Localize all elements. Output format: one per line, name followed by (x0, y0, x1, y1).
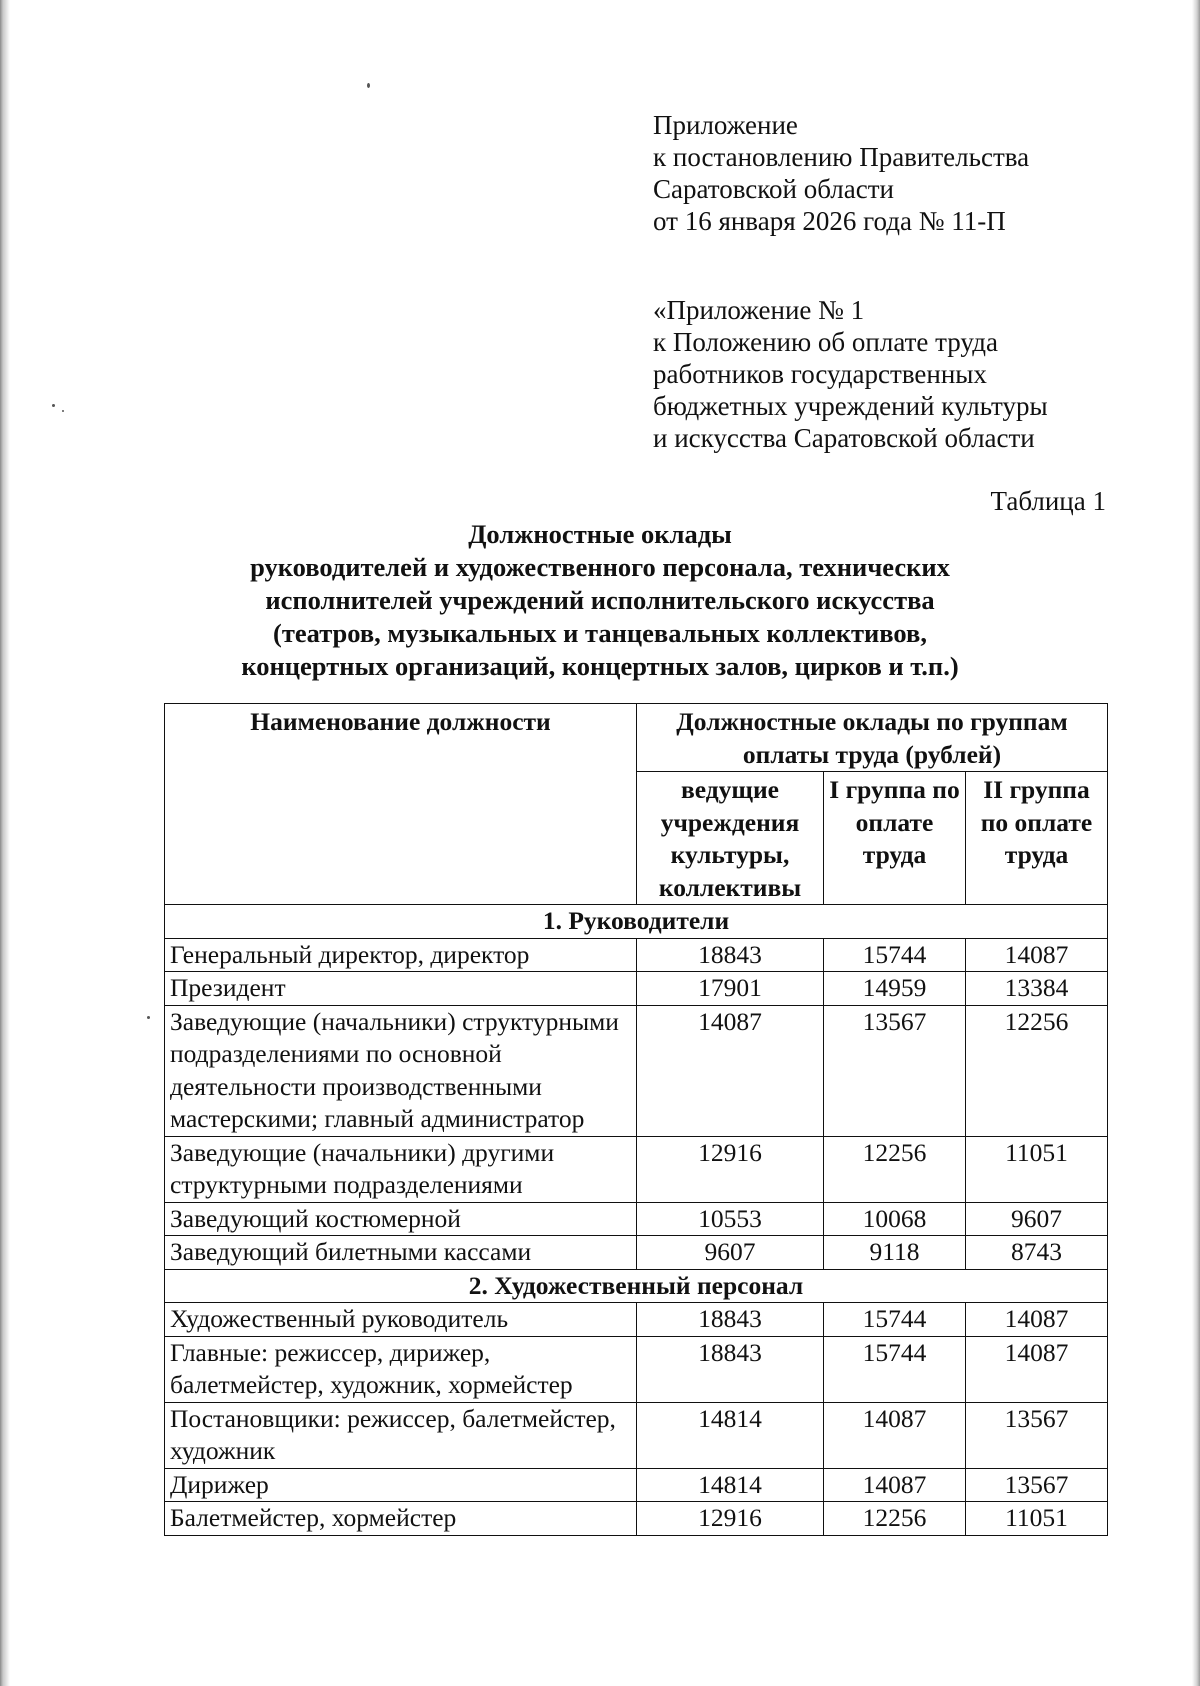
title-line: концертных организаций, концертных залов, цирков и т.п.) (241, 651, 959, 681)
group-1-salary-cell: 10068 (824, 1202, 966, 1236)
appendix-line: к Положению об оплате труда (653, 327, 998, 357)
appendix-line: работников государственных (653, 359, 987, 389)
group-2-salary-cell: 11051 (966, 1502, 1108, 1536)
group-2-salary-cell: 9607 (966, 1202, 1108, 1236)
group-2-salary-cell: 14087 (966, 1303, 1108, 1337)
group-2-salary-cell: 8743 (966, 1236, 1108, 1270)
title-line: Должностные оклады (468, 519, 732, 549)
title-line: (театров, музыкальных и танцевальных коллективов, (273, 618, 927, 648)
appendix-line: бюджетных учреждений культуры (653, 391, 1048, 421)
approval-line: Саратовской области (653, 174, 894, 204)
group-2-salary-cell: 13567 (966, 1402, 1108, 1468)
appendix-block (653, 294, 1123, 454)
lead-salary-cell: 14814 (637, 1402, 824, 1468)
group-1-salary-cell: 14959 (824, 972, 966, 1006)
section-row (165, 1269, 1108, 1303)
group-2-salary-cell: 13384 (966, 972, 1108, 1006)
table-row (165, 1303, 1108, 1337)
section-title: 2. Художественный персонал (165, 1269, 1108, 1303)
position-name-cell: Дирижер (165, 1468, 637, 1502)
scan-speck (62, 410, 64, 412)
lead-salary-cell: 12916 (637, 1502, 824, 1536)
document-title (150, 518, 1050, 683)
lead-salary-cell: 14087 (637, 1005, 824, 1136)
appendix-line: «Приложение № 1 (653, 295, 865, 325)
group-1-salary-cell: 15744 (824, 1303, 966, 1337)
lead-institutions-header: ведущие учреждения культуры, коллективы (637, 772, 824, 905)
title-line: исполнителей учреждений исполнительского искусства (265, 585, 935, 615)
table-row (165, 1402, 1108, 1468)
table-label: Таблица 1 (990, 486, 1106, 516)
table-row (165, 1005, 1108, 1136)
scan-left-edge (0, 0, 10, 1686)
lead-salary-cell: 18843 (637, 1336, 824, 1402)
group-1-salary-cell: 15744 (824, 938, 966, 972)
section-title: 1. Руководители (165, 905, 1108, 939)
position-name-cell: Балетмейстер, хормейстер (165, 1502, 637, 1536)
table-row (165, 1202, 1108, 1236)
lead-salary-cell: 14814 (637, 1468, 824, 1502)
group-1-salary-cell: 15744 (824, 1336, 966, 1402)
salary-group-header: Должностные оклады по группам оплаты труда (рублей) (637, 704, 1108, 772)
table-body (165, 905, 1108, 1536)
position-name-cell: Главные: режиссер, дирижер, балетмейстер, художник, хормейстер (165, 1336, 637, 1402)
group-2-salary-cell: 14087 (966, 1336, 1108, 1402)
table-row (165, 1468, 1108, 1502)
section-row (165, 905, 1108, 939)
table-row (165, 938, 1108, 972)
position-name-cell: Постановщики: режиссер, балетмейстер, художник (165, 1402, 637, 1468)
table-row (165, 972, 1108, 1006)
approval-line: к постановлению Правительства (653, 142, 1030, 172)
scan-right-edge (1192, 0, 1200, 1686)
approval-line: Приложение (653, 110, 798, 140)
group-1-salary-cell: 13567 (824, 1005, 966, 1136)
position-name-cell: Генеральный директор, директор (165, 938, 637, 972)
position-name-cell: Президент (165, 972, 637, 1006)
position-name-cell: Заведующий костюмерной (165, 1202, 637, 1236)
position-name-cell: Заведующий билетными кассами (165, 1236, 637, 1270)
lead-salary-cell: 18843 (637, 938, 824, 972)
salary-table (164, 703, 1108, 1536)
group-2-header: II группа по оплате труда (966, 772, 1108, 905)
position-name-header: Наименование должности (165, 704, 637, 905)
lead-salary-cell: 17901 (637, 972, 824, 1006)
approval-block (653, 109, 1123, 237)
lead-salary-cell: 18843 (637, 1303, 824, 1337)
table-row (165, 1336, 1108, 1402)
position-name-cell: Художественный руководитель (165, 1303, 637, 1337)
group-1-salary-cell: 14087 (824, 1468, 966, 1502)
group-1-salary-cell: 12256 (824, 1136, 966, 1202)
group-2-salary-cell: 14087 (966, 938, 1108, 972)
lead-salary-cell: 9607 (637, 1236, 824, 1270)
table-row (165, 1236, 1108, 1270)
group-1-salary-cell: 12256 (824, 1502, 966, 1536)
table-row (165, 1502, 1108, 1536)
scan-speck (367, 83, 370, 88)
group-1-header: I группа по оплате труда (824, 772, 966, 905)
lead-salary-cell: 12916 (637, 1136, 824, 1202)
approval-line: от 16 января 2026 года № 11-П (653, 206, 1006, 236)
group-2-salary-cell: 12256 (966, 1005, 1108, 1136)
scan-speck (52, 404, 55, 407)
title-line: руководителей и художественного персонала, технических (250, 552, 950, 582)
group-2-salary-cell: 13567 (966, 1468, 1108, 1502)
group-1-salary-cell: 14087 (824, 1402, 966, 1468)
group-1-salary-cell: 9118 (824, 1236, 966, 1270)
table-row (165, 1136, 1108, 1202)
scan-speck (147, 1016, 150, 1019)
lead-salary-cell: 10553 (637, 1202, 824, 1236)
position-name-cell: Заведующие (начальники) структурными подразделениями по основной деятельности производственными мастерскими; главный администратор (165, 1005, 637, 1136)
position-name-cell: Заведующие (начальники) другими структурными подразделениями (165, 1136, 637, 1202)
appendix-line: и искусства Саратовской области (653, 423, 1035, 453)
group-2-salary-cell: 11051 (966, 1136, 1108, 1202)
